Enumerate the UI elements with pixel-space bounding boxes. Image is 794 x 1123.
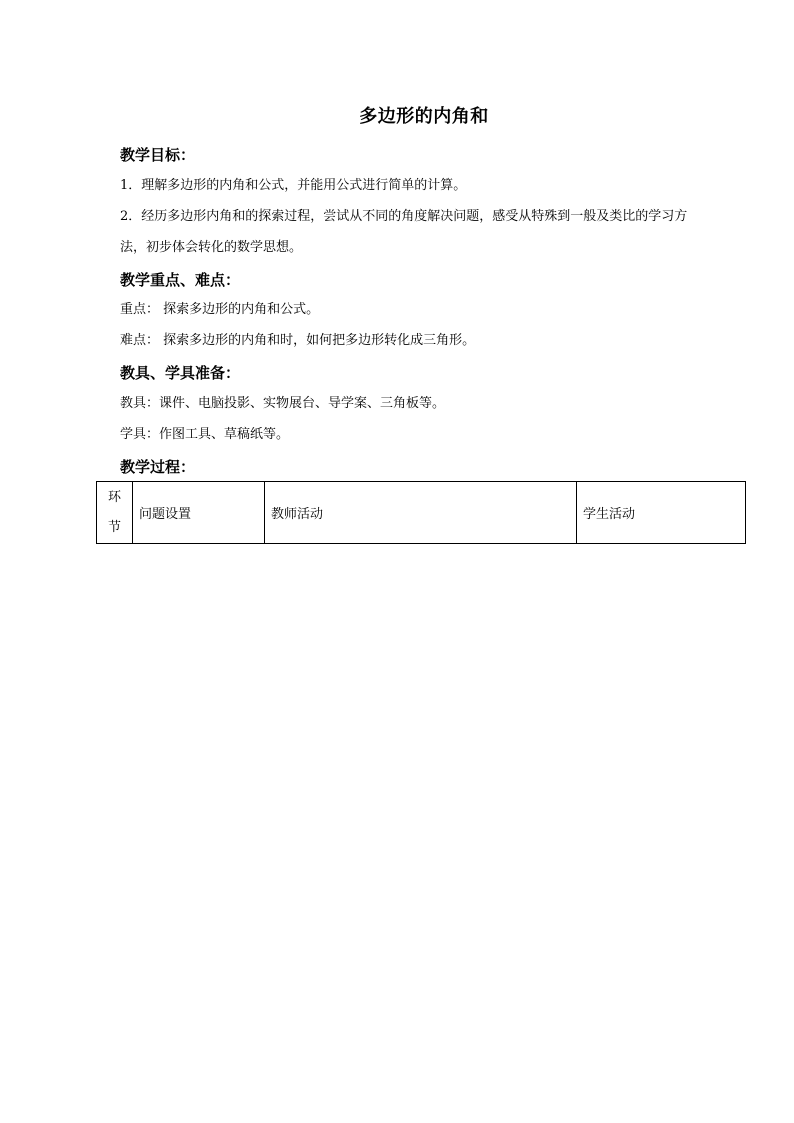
materials-heading: 教具、学具准备： [120,364,241,382]
objective-item-2-continued: 法，初步体会转化的数学思想。 [120,240,303,255]
header-student-activity: 学生活动 [577,482,746,544]
header-teacher-activity: 教师活动 [265,482,577,544]
objective-item-1: 1．理解多边形的内角和公式，并能用公式进行简单的计算。 [120,178,467,193]
header-stage [97,482,133,544]
objective-item-2: 2．经历多边形内角和的探索过程，尝试从不同的角度解决问题，感受从特殊到一般及类比的学习方 [120,209,688,224]
process-table [96,481,746,544]
student-materials: 学具：作图工具、草稿纸等。 [120,427,290,442]
key-points-heading: 教学重点、难点： [120,271,241,289]
difficulty-point: 难点： 探索多边形的内角和时，如何把多边形转化成三角形。 [120,333,476,348]
header-stage-bottom: 节 [107,519,121,535]
page-title: 多边形的内角和 [359,106,489,127]
header-question: 问题设置 [133,482,265,544]
objectives-heading: 教学目标： [120,146,196,164]
focus-point: 重点： 探索多边形的内角和公式。 [120,302,320,317]
teacher-materials: 教具：课件、电脑投影、实物展台、导学案、三角板等。 [120,396,446,411]
process-heading: 教学过程： [120,458,196,476]
table-header-row [97,482,746,544]
header-stage-top: 环 [107,489,121,505]
